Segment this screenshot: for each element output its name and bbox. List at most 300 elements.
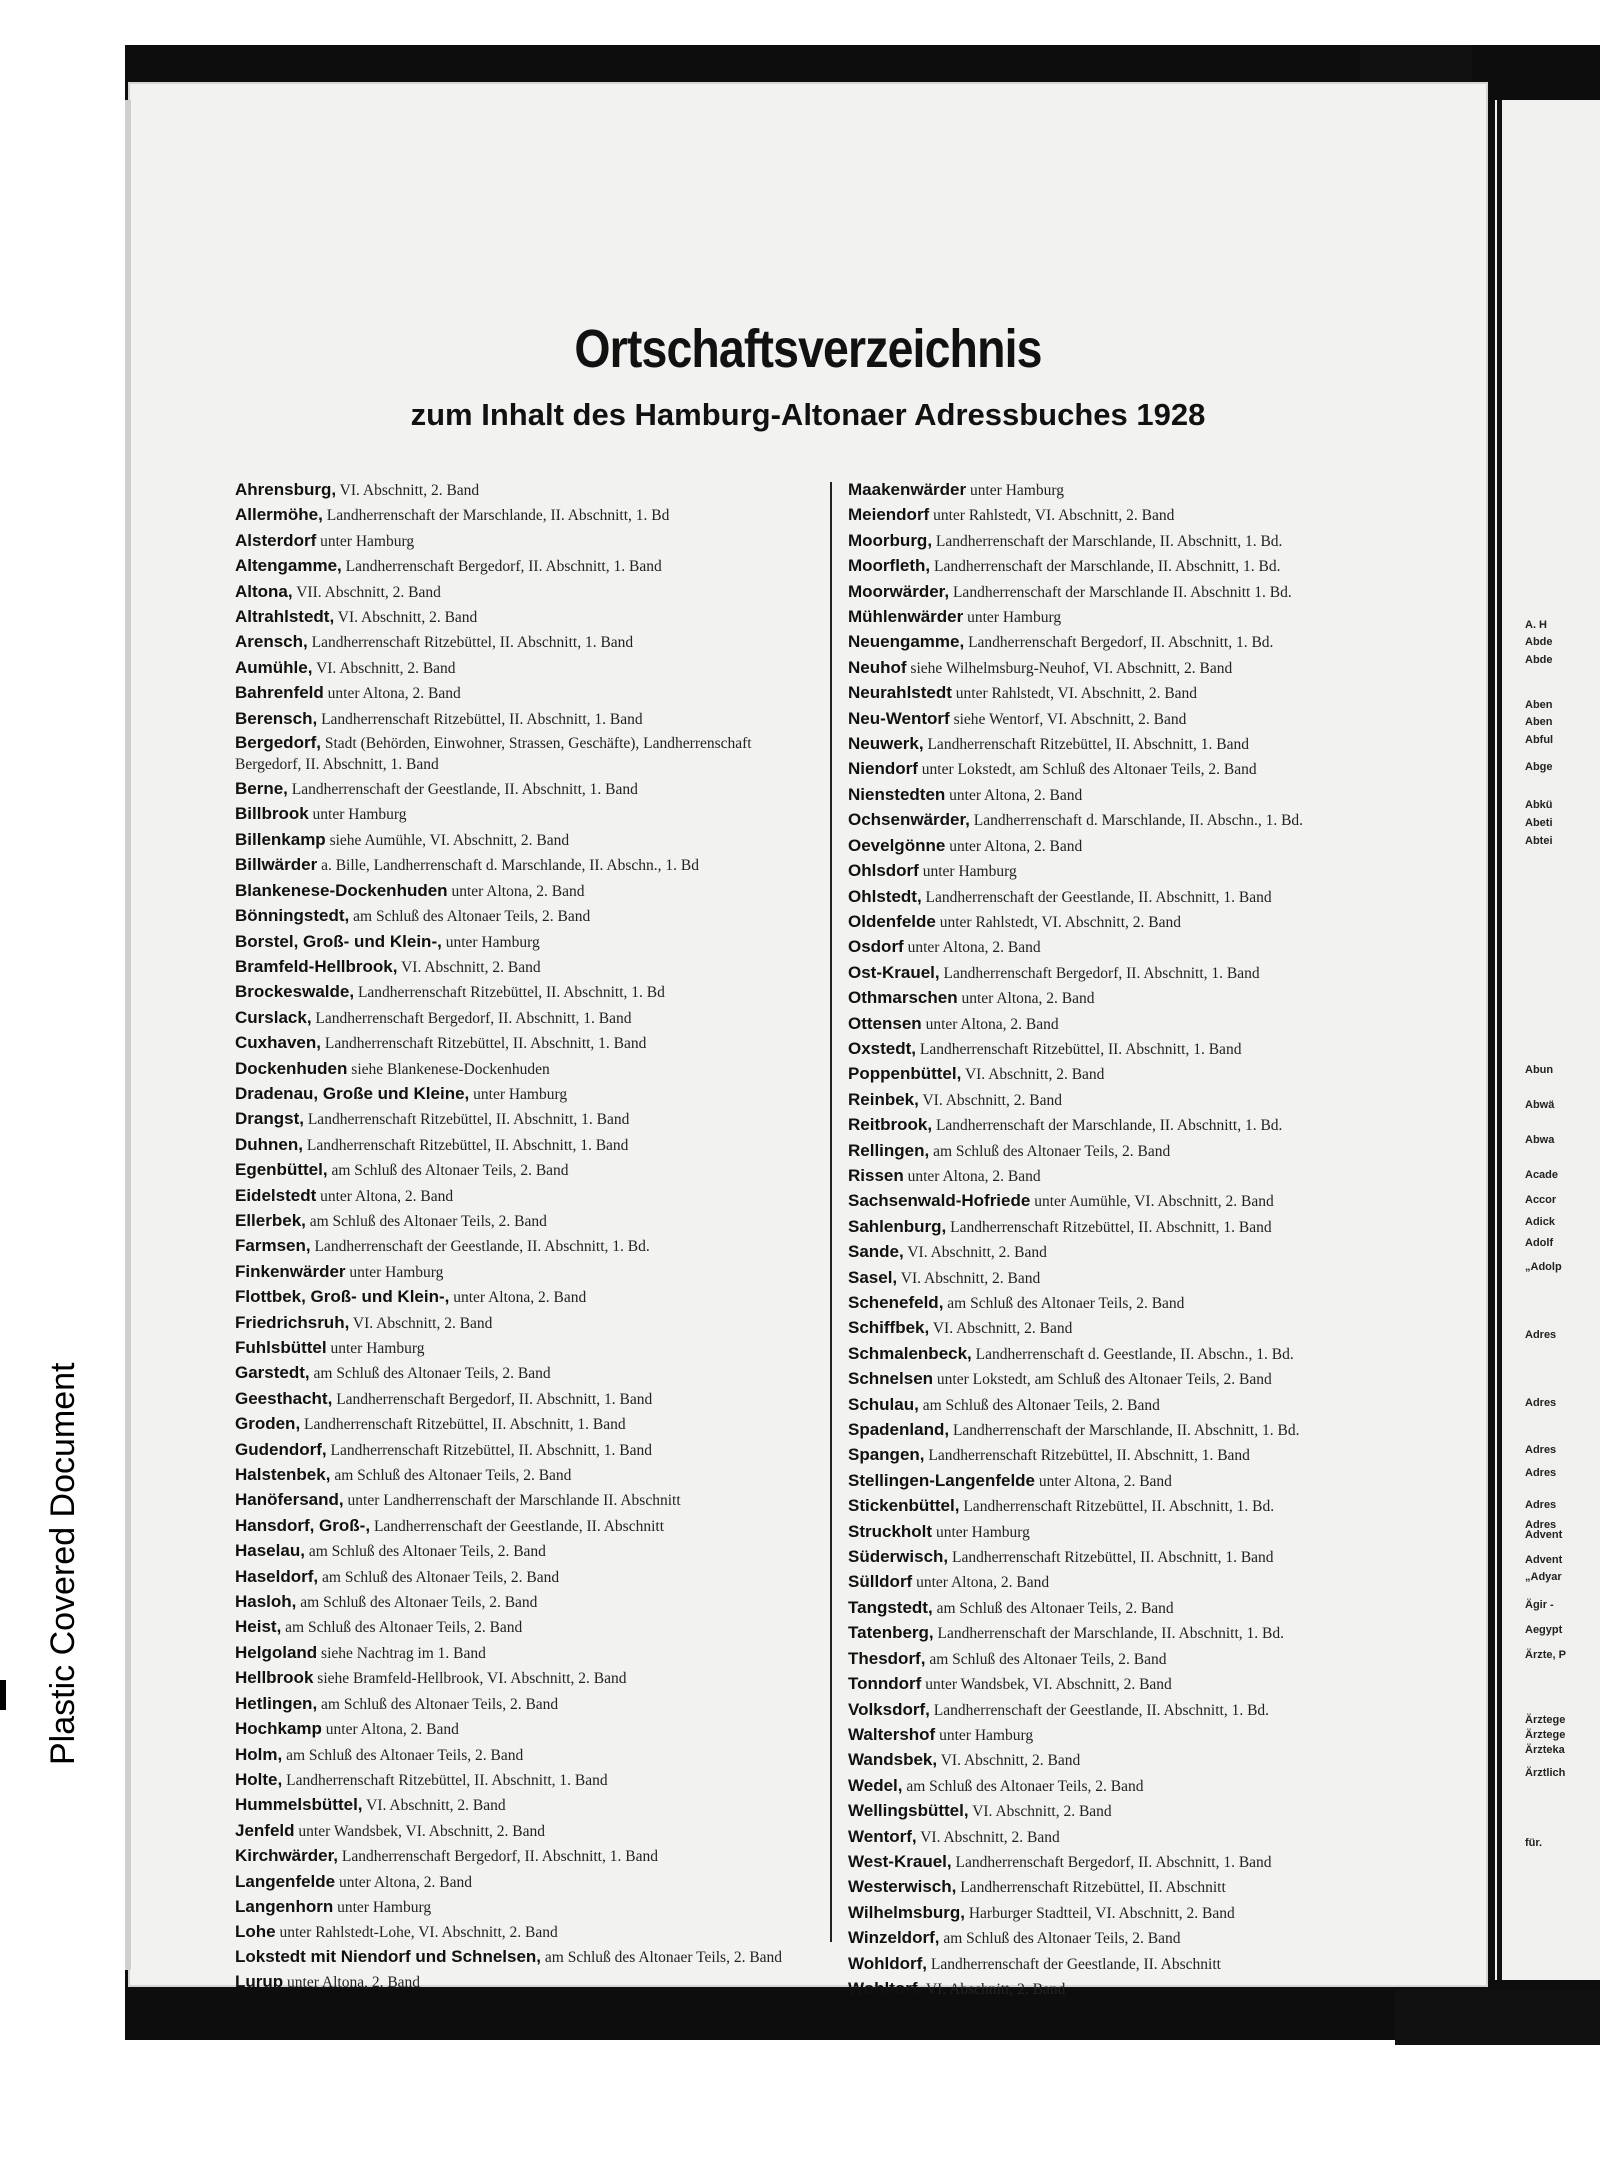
place-reference: unter Altona, 2. Band bbox=[907, 939, 1041, 957]
place-list-left bbox=[235, 478, 815, 1995]
adjacent-page-fragment: „Adyar bbox=[1525, 1571, 1562, 1583]
place-name: Arensch, bbox=[235, 632, 308, 652]
place-reference: VI. Abschnitt, 2. Band bbox=[352, 1314, 493, 1332]
place-reference: unter Rahlstedt, VI. Abschnitt, 2. Band bbox=[939, 913, 1181, 931]
place-entry bbox=[235, 503, 815, 528]
place-reference: siehe Blankenese-Dockenhuden bbox=[351, 1060, 550, 1078]
place-entry bbox=[235, 828, 815, 853]
place-entry bbox=[848, 1443, 1433, 1468]
place-name: Schnelsen bbox=[848, 1369, 934, 1389]
place-reference: Landherrenschaft der Geestlande, II. Abschnitt bbox=[930, 1955, 1221, 1973]
place-reference: VII. Abschnitt, 2. Band bbox=[296, 583, 441, 601]
place-entry bbox=[235, 630, 815, 655]
place-name: Reinbek, bbox=[848, 1089, 919, 1109]
place-name: Sasel, bbox=[848, 1267, 898, 1287]
place-name: Alsterdorf bbox=[235, 530, 317, 550]
place-entry bbox=[848, 1062, 1433, 1087]
place-reference: unter Aumühle, VI. Abschnitt, 2. Band bbox=[1034, 1193, 1274, 1211]
place-name: Egenbüttel, bbox=[235, 1160, 328, 1180]
place-name: Friedrichsruh, bbox=[235, 1312, 350, 1332]
place-reference: Landherrenschaft d. Marschlande, II. Abschn., 1. Bd. bbox=[973, 812, 1304, 830]
place-reference: Landherrenschaft der Geestlande, II. Abschnitt bbox=[373, 1517, 665, 1535]
place-entry bbox=[848, 1164, 1433, 1189]
place-reference: VI. Abschnitt, 2. Band bbox=[366, 1797, 506, 1815]
place-name: Schulau, bbox=[848, 1394, 919, 1414]
place-entry bbox=[235, 1031, 815, 1056]
place-name: Othmarschen bbox=[848, 988, 958, 1008]
place-entry bbox=[848, 1367, 1433, 1392]
adjacent-page bbox=[1495, 100, 1600, 1980]
place-name: Wohltorf, bbox=[848, 1978, 923, 1998]
place-reference: Landherrenschaft Ritzebüttel, II. Abschnitt, 1. Bd bbox=[357, 984, 665, 1002]
place-reference: Landherrenschaft Bergedorf, II. Abschnitt, 1. Band bbox=[336, 1390, 653, 1408]
adjacent-page-fragment: Ärzte, P bbox=[1525, 1649, 1566, 1661]
place-entry bbox=[235, 802, 815, 827]
place-entry bbox=[235, 1057, 815, 1082]
place-entry bbox=[235, 681, 815, 706]
place-reference: VI. Abschnitt, 2. Band bbox=[900, 1269, 1041, 1287]
place-reference: Landherrenschaft Ritzebüttel, II. Abschnitt, 1. Band bbox=[952, 1549, 1274, 1567]
place-entry bbox=[848, 1037, 1433, 1062]
place-name: Lurup bbox=[235, 1971, 284, 1991]
place-name: Meiendorf bbox=[848, 505, 930, 525]
place-entry bbox=[848, 1139, 1433, 1164]
adjacent-page-fragment: Advent bbox=[1525, 1529, 1563, 1541]
place-reference: VI. Abschnitt, 2. Band bbox=[316, 659, 456, 677]
place-name: Geesthacht, bbox=[235, 1388, 333, 1408]
place-reference: a. Bille, Landherrenschaft d. Marschlande, II. Abschn., 1. Bd bbox=[321, 857, 699, 875]
place-name: Tangstedt, bbox=[848, 1597, 933, 1617]
place-entry bbox=[848, 1647, 1433, 1672]
place-entry bbox=[848, 1570, 1433, 1595]
place-entry bbox=[235, 1920, 815, 1945]
place-name: Ellerbek, bbox=[235, 1210, 306, 1230]
place-reference: am Schluß des Altonaer Teils, 2. Band bbox=[936, 1599, 1174, 1617]
place-name: Neuhof bbox=[848, 657, 907, 677]
place-name: Altrahlstedt, bbox=[235, 607, 335, 627]
place-reference: Landherrenschaft Ritzebüttel, II. Abschnitt, 1. Band bbox=[321, 710, 643, 728]
place-reference: am Schluß des Altonaer Teils, 2. Band bbox=[922, 1396, 1160, 1414]
place-reference: am Schluß des Altonaer Teils, 2. Band bbox=[933, 1142, 1171, 1160]
place-name: Bramfeld-Hellbrook, bbox=[235, 956, 398, 976]
place-entry bbox=[848, 1012, 1433, 1037]
place-entry bbox=[848, 554, 1433, 579]
place-reference: Landherrenschaft Ritzebüttel, II. Abschnitt, 1. Band bbox=[950, 1218, 1272, 1236]
place-entry bbox=[848, 1596, 1433, 1621]
place-name: Hellbrook bbox=[235, 1668, 314, 1688]
place-reference: unter Altona, 2. Band bbox=[961, 990, 1095, 1008]
place-reference: Landherrenschaft Ritzebüttel, II. Abschnitt bbox=[960, 1879, 1226, 1897]
place-name: Sahlenburg, bbox=[848, 1216, 947, 1236]
place-entry bbox=[848, 1901, 1433, 1926]
place-name: Langenfelde bbox=[235, 1871, 336, 1891]
place-reference: unter Altona, 2. Band bbox=[325, 1721, 459, 1739]
place-name: Reitbrook, bbox=[848, 1115, 933, 1135]
place-entry bbox=[235, 853, 815, 878]
place-entry bbox=[848, 580, 1433, 605]
place-entry bbox=[848, 885, 1433, 910]
place-name: Duhnen, bbox=[235, 1134, 303, 1154]
place-entry bbox=[848, 1952, 1433, 1977]
place-name: Berne, bbox=[235, 779, 288, 799]
place-name: Wilhelmsburg, bbox=[848, 1902, 965, 1922]
place-name: Hansdorf, Groß-, bbox=[235, 1515, 371, 1535]
place-entry bbox=[848, 1291, 1433, 1316]
place-name: Hochkamp bbox=[235, 1719, 322, 1739]
place-reference: am Schluß des Altonaer Teils, 2. Band bbox=[943, 1930, 1181, 1948]
adjacent-page-fragment: Abful bbox=[1525, 734, 1554, 746]
place-reference: Landherrenschaft Bergedorf, II. Abschnitt, 1. Bd. bbox=[968, 634, 1274, 652]
place-reference: unter Hamburg bbox=[970, 482, 1064, 499]
adjacent-page-fragment: Abge bbox=[1525, 761, 1553, 773]
place-reference: Landherrenschaft Bergedorf, II. Abschnitt, 1. Band bbox=[955, 1853, 1272, 1871]
place-entry bbox=[235, 777, 815, 802]
place-entry bbox=[235, 1412, 815, 1437]
place-name: Langenhorn bbox=[235, 1896, 334, 1916]
place-reference: Landherrenschaft Bergedorf, II. Abschnitt, 1. Band bbox=[341, 1848, 658, 1866]
place-reference: Landherrenschaft d. Geestlande, II. Abschn., 1. Bd. bbox=[975, 1345, 1294, 1363]
place-name: Blankenese-Dockenhuden bbox=[235, 880, 448, 900]
place-reference: am Schluß des Altonaer Teils, 2. Band bbox=[285, 1619, 523, 1637]
place-name: Thesdorf, bbox=[848, 1648, 926, 1668]
plastic-covered-label: Plastic Covered Document bbox=[44, 1362, 82, 1765]
adjacent-page-fragment: Ärztege bbox=[1525, 1714, 1566, 1726]
adjacent-page-fragment: Abwä bbox=[1525, 1099, 1555, 1111]
place-name: Lohe bbox=[235, 1922, 276, 1942]
place-reference: unter Wandsbek, VI. Abschnitt, 2. Band bbox=[298, 1822, 545, 1840]
place-entry bbox=[848, 1875, 1433, 1900]
place-name: Wandsbek, bbox=[848, 1750, 938, 1770]
adjacent-page-fragment: Ärztege bbox=[1525, 1729, 1566, 1741]
place-name: Eidelstedt bbox=[235, 1185, 317, 1205]
place-entry bbox=[848, 1621, 1433, 1646]
place-entry bbox=[235, 1666, 815, 1691]
place-reference: siehe Wilhelmsburg-Neuhof, VI. Abschnitt, 2. Band bbox=[910, 659, 1233, 677]
place-name: Sülldorf bbox=[848, 1572, 913, 1592]
place-reference: unter Altona, 2. Band bbox=[453, 1289, 587, 1307]
place-reference: VI. Abschnitt, 2. Band bbox=[401, 958, 541, 976]
adjacent-page-fragment: Adres bbox=[1525, 1329, 1557, 1341]
place-name: Neuwerk, bbox=[848, 734, 924, 754]
place-name: Altengamme, bbox=[235, 556, 342, 576]
place-name: Hummelsbüttel, bbox=[235, 1795, 363, 1815]
place-entry bbox=[235, 1133, 815, 1158]
place-entry bbox=[235, 1107, 815, 1132]
place-entry bbox=[848, 1215, 1433, 1240]
place-entry bbox=[848, 1316, 1433, 1341]
adjacent-page-fragment: Adolf bbox=[1525, 1237, 1554, 1249]
place-reference: unter Lokstedt, am Schluß des Altonaer Teils, 2. Band bbox=[936, 1371, 1272, 1389]
place-name: Brockeswalde, bbox=[235, 982, 355, 1002]
place-reference: unter Rahlstedt-Lohe, VI. Abschnitt, 2. Band bbox=[279, 1924, 558, 1942]
place-name: Hasloh, bbox=[235, 1592, 297, 1612]
place-entry bbox=[235, 1361, 815, 1386]
place-reference: Landherrenschaft Ritzebüttel, II. Abschnitt, 1. Bd. bbox=[963, 1498, 1275, 1516]
place-reference: unter Hamburg bbox=[935, 1523, 1030, 1541]
place-name: Winzeldorf, bbox=[848, 1928, 940, 1948]
place-entry bbox=[848, 1266, 1433, 1291]
place-entry bbox=[848, 834, 1433, 859]
place-reference: unter Hamburg bbox=[320, 532, 415, 550]
place-entry bbox=[848, 783, 1433, 808]
place-reference: Landherrenschaft der Marschlande, II. Abschnitt, 1. Bd. bbox=[934, 558, 1281, 576]
place-reference: am Schluß des Altonaer Teils, 2. Band bbox=[353, 908, 591, 926]
place-name: Tonndorf bbox=[848, 1674, 922, 1694]
place-reference: VI. Abschnitt, 2. Band bbox=[337, 609, 478, 627]
place-name: Gudendorf, bbox=[235, 1439, 327, 1459]
place-entry bbox=[848, 1799, 1433, 1824]
place-name: Fuhlsbüttel bbox=[235, 1338, 327, 1357]
place-entry bbox=[848, 1494, 1433, 1519]
place-reference: unter Altona, 2. Band bbox=[916, 1574, 1050, 1592]
place-name: Spangen, bbox=[848, 1445, 925, 1465]
place-reference: unter Hamburg bbox=[922, 863, 1017, 881]
place-name: Wohldorf, bbox=[848, 1953, 927, 1973]
place-reference: am Schluß des Altonaer Teils, 2. Band bbox=[286, 1746, 524, 1764]
place-name: Groden, bbox=[235, 1414, 301, 1434]
place-entry bbox=[235, 1285, 815, 1310]
place-name: Poppenbüttel, bbox=[848, 1064, 962, 1084]
place-entry bbox=[848, 1748, 1433, 1773]
place-reference: Landherrenschaft der Geestlande, II. Abschnitt, 1. Bd. bbox=[933, 1701, 1270, 1719]
adjacent-page-fragment: Adres bbox=[1525, 1499, 1557, 1511]
place-entry bbox=[848, 681, 1433, 706]
place-reference: unter Altona, 2. Band bbox=[949, 837, 1083, 855]
place-entry bbox=[848, 1926, 1433, 1951]
place-reference: siehe Bramfeld-Hellbrook, VI. Abschnitt, 2. Band bbox=[317, 1670, 627, 1688]
place-entry bbox=[848, 859, 1433, 884]
place-name: Ohlsdorf bbox=[848, 861, 919, 881]
place-entry bbox=[848, 656, 1433, 681]
page-edge-shadow bbox=[125, 100, 131, 1970]
adjacent-page-fragment: Aben bbox=[1525, 716, 1553, 728]
place-name: Rissen bbox=[848, 1165, 904, 1185]
place-reference: Landherrenschaft der Marschlande, II. Abschnitt, 1. Bd. bbox=[935, 1117, 1283, 1135]
place-entry bbox=[235, 1641, 815, 1666]
place-entry bbox=[235, 1209, 815, 1234]
adjacent-page-fragment: Acade bbox=[1525, 1169, 1559, 1181]
place-name: Wentorf, bbox=[848, 1826, 917, 1846]
place-entry bbox=[235, 656, 815, 681]
place-reference: Landherrenschaft der Geestlande, II. Abschnitt, 1. Band bbox=[925, 888, 1272, 906]
place-name: Jenfeld bbox=[235, 1820, 295, 1840]
place-name: Helgoland bbox=[235, 1642, 318, 1662]
place-entry bbox=[235, 1844, 815, 1869]
place-entry bbox=[235, 1311, 815, 1336]
place-name: Dockenhuden bbox=[235, 1058, 348, 1078]
adjacent-page-fragment: Abeti bbox=[1525, 817, 1553, 829]
place-name: Ohlstedt, bbox=[848, 886, 922, 906]
place-name: Westerwisch, bbox=[848, 1877, 957, 1897]
place-entry bbox=[235, 478, 815, 503]
place-entry bbox=[235, 1895, 815, 1920]
place-entry bbox=[235, 879, 815, 904]
place-entry bbox=[235, 980, 815, 1005]
place-name: Borstel, Groß- und Klein-, bbox=[235, 931, 442, 951]
place-entry bbox=[235, 1870, 815, 1895]
place-name: Heist, bbox=[235, 1617, 282, 1637]
place-name: Sande, bbox=[848, 1242, 904, 1262]
place-entry bbox=[235, 1590, 815, 1615]
place-reference: Landherrenschaft der Marschlande, II. Abschnitt, 1. Bd. bbox=[935, 532, 1283, 550]
place-entry bbox=[848, 605, 1433, 630]
place-reference: am Schluß des Altonaer Teils, 2. Band bbox=[947, 1295, 1185, 1312]
place-name: Flottbek, Groß- und Klein-, bbox=[235, 1287, 450, 1307]
place-reference: am Schluß des Altonaer Teils, 2. Band bbox=[321, 1695, 559, 1713]
place-entry bbox=[848, 630, 1433, 655]
place-name: Altona, bbox=[235, 581, 293, 601]
place-entry bbox=[235, 955, 815, 980]
place-reference: unter Altona, 2. Band bbox=[925, 1015, 1059, 1033]
place-name: Kirchwärder, bbox=[235, 1846, 338, 1866]
place-entry bbox=[235, 1768, 815, 1793]
adjacent-page-fragment: Adres bbox=[1525, 1444, 1557, 1456]
place-name: Aumühle, bbox=[235, 657, 313, 677]
place-reference: unter Hamburg bbox=[349, 1263, 444, 1281]
adjacent-page-fragment: Accor bbox=[1525, 1194, 1557, 1206]
place-entry bbox=[235, 1488, 815, 1513]
place-entry bbox=[848, 757, 1433, 782]
place-reference: VI. Abschnitt, 2. Band bbox=[907, 1244, 1047, 1262]
place-name: Neuengamme, bbox=[848, 632, 965, 652]
adjacent-page-fragment: Adick bbox=[1525, 1216, 1555, 1228]
place-name: Süderwisch, bbox=[848, 1547, 949, 1567]
place-entry bbox=[848, 1698, 1433, 1723]
place-entry bbox=[848, 935, 1433, 960]
adjacent-page-fragment: Aegypt bbox=[1525, 1624, 1563, 1636]
place-name: Ahrensburg, bbox=[235, 480, 337, 499]
place-entry bbox=[848, 1723, 1433, 1748]
place-name: Neurahlstedt bbox=[848, 683, 952, 703]
place-name: Billenkamp bbox=[235, 829, 326, 849]
place-reference: unter Hamburg bbox=[337, 1898, 432, 1916]
adjacent-page-fragment: für. bbox=[1525, 1837, 1543, 1849]
place-entry bbox=[848, 1825, 1433, 1850]
place-name: Waltershof bbox=[848, 1724, 936, 1744]
place-reference: unter Hamburg bbox=[967, 609, 1062, 627]
place-entry bbox=[235, 1336, 815, 1361]
place-reference: am Schluß des Altonaer Teils, 2. Band bbox=[906, 1777, 1144, 1795]
place-entry bbox=[848, 1393, 1433, 1418]
place-reference: unter Altona, 2. Band bbox=[451, 882, 585, 900]
place-reference: VI. Abschnitt, 2. Band bbox=[932, 1320, 1073, 1338]
place-reference: am Schluß des Altonaer Teils, 2. Band bbox=[334, 1467, 572, 1485]
place-entry bbox=[848, 1672, 1433, 1697]
place-name: Nienstedten bbox=[848, 784, 946, 804]
place-name: Osdorf bbox=[848, 937, 904, 957]
place-entry bbox=[235, 904, 815, 929]
place-reference: Landherrenschaft Ritzebüttel, II. Abschnitt, 1. Band bbox=[306, 1136, 629, 1154]
place-reference: am Schluß des Altonaer Teils, 2. Band bbox=[300, 1594, 538, 1612]
adjacent-page-fragment: Adres bbox=[1525, 1519, 1557, 1531]
place-entry bbox=[848, 1850, 1433, 1875]
place-reference: am Schluß des Altonaer Teils, 2. Band bbox=[322, 1568, 560, 1586]
place-reference: Landherrenschaft der Marschlande, II. Abschnitt, 1. Bd bbox=[326, 507, 670, 525]
place-name: Oldenfelde bbox=[848, 911, 936, 931]
place-entry bbox=[848, 503, 1433, 528]
place-name: Allermöhe, bbox=[235, 505, 323, 525]
place-name: Mühlenwärder bbox=[848, 607, 964, 627]
place-entry bbox=[848, 1545, 1433, 1570]
place-entry bbox=[235, 580, 815, 605]
place-entry bbox=[235, 930, 815, 955]
adjacent-page-fragment: Aben bbox=[1525, 699, 1553, 711]
place-name: Hetlingen, bbox=[235, 1693, 318, 1713]
place-reference: Landherrenschaft der Marschlande, II. Abschnitt, 1. Bd. bbox=[952, 1422, 1300, 1440]
place-reference: unter Landherrenschaft der Marschlande II. Abschnitt bbox=[347, 1492, 681, 1510]
place-name: Neu-Wentorf bbox=[848, 708, 950, 728]
adjacent-page-fragment: Abun bbox=[1525, 1064, 1554, 1076]
place-name: Drangst, bbox=[235, 1109, 304, 1129]
place-reference: Landherrenschaft Ritzebüttel, II. Abschnitt, 1. Band bbox=[304, 1416, 626, 1434]
place-name: Stellingen-Langenfelde bbox=[848, 1470, 1036, 1490]
place-entry bbox=[848, 707, 1433, 732]
place-entry bbox=[235, 529, 815, 554]
place-name: Ochsenwärder, bbox=[848, 810, 970, 830]
adjacent-page-fragment: Abde bbox=[1525, 654, 1553, 666]
place-name: Maakenwärder bbox=[848, 480, 967, 499]
place-reference: unter Altona, 2. Band bbox=[320, 1187, 454, 1205]
place-reference: unter Altona, 2. Band bbox=[287, 1973, 421, 1991]
place-reference: Landherrenschaft der Marschlande II. Abschnitt 1. Bd. bbox=[952, 583, 1292, 601]
place-reference: VI. Abschnitt, 2. Band bbox=[925, 1980, 1066, 1998]
place-entry bbox=[848, 1088, 1433, 1113]
place-reference: unter Lokstedt, am Schluß des Altonaer Teils, 2. Band bbox=[921, 761, 1257, 779]
place-name: Struckholt bbox=[848, 1521, 933, 1541]
place-entry bbox=[848, 1240, 1433, 1265]
place-name: West-Krauel, bbox=[848, 1851, 952, 1871]
place-reference: am Schluß des Altonaer Teils, 2. Band bbox=[544, 1948, 783, 1966]
place-reference: VI. Abschnitt, 2. Band bbox=[964, 1066, 1105, 1084]
place-entry bbox=[848, 529, 1433, 554]
place-reference: VI. Abschnitt, 2. Band bbox=[940, 1752, 1081, 1770]
place-reference: VI. Abschnitt, 2. Band bbox=[972, 1803, 1112, 1821]
place-reference: siehe Aumühle, VI. Abschnitt, 2. Band bbox=[329, 831, 570, 849]
place-name: Wedel, bbox=[848, 1775, 903, 1795]
place-reference: Landherrenschaft der Geestlande, II. Abschnitt, 1. Bd. bbox=[314, 1238, 650, 1256]
place-reference: unter Altona, 2. Band bbox=[339, 1873, 473, 1891]
left-edge-mark bbox=[0, 1680, 6, 1710]
place-reference: Landherrenschaft Ritzebüttel, II. Abschnitt, 1. Band bbox=[928, 1447, 1250, 1465]
place-entry bbox=[235, 1615, 815, 1640]
place-name: Curslack, bbox=[235, 1007, 312, 1027]
place-name: Haseldorf, bbox=[235, 1566, 319, 1586]
place-name: Berensch, bbox=[235, 708, 318, 728]
place-reference: siehe Wentorf, VI. Abschnitt, 2. Band bbox=[953, 710, 1187, 728]
place-reference: unter Altona, 2. Band bbox=[327, 685, 461, 703]
place-entry bbox=[235, 1184, 815, 1209]
place-entry bbox=[848, 478, 1433, 503]
place-entry bbox=[848, 1469, 1433, 1494]
place-reference: unter Altona, 2. Band bbox=[949, 786, 1083, 804]
place-reference: Landherrenschaft Bergedorf, II. Abschnitt, 1. Band bbox=[345, 558, 662, 576]
page-title: Ortschaftsverzeichnis bbox=[574, 319, 1042, 379]
place-reference: Landherrenschaft Ritzebüttel, II. Abschnitt, 1. Band bbox=[919, 1040, 1242, 1058]
place-name: Hanöfersand, bbox=[235, 1490, 344, 1510]
place-entry bbox=[235, 1082, 815, 1107]
binding-rule bbox=[1497, 100, 1502, 1980]
place-entry bbox=[848, 910, 1433, 935]
adjacent-page-fragment: Adres bbox=[1525, 1467, 1557, 1479]
adjacent-page-fragment: Adres bbox=[1525, 1397, 1557, 1409]
place-entry bbox=[848, 1418, 1433, 1443]
place-reference: Landherrenschaft der Geestlande, II. Abschnitt, 1. Band bbox=[291, 781, 638, 799]
place-reference: am Schluß des Altonaer Teils, 2. Band bbox=[929, 1650, 1167, 1668]
place-name: Tatenberg, bbox=[848, 1623, 934, 1643]
place-entry bbox=[848, 986, 1433, 1011]
place-entry bbox=[235, 1717, 815, 1742]
adjacent-page-fragment: A. H bbox=[1525, 619, 1547, 631]
